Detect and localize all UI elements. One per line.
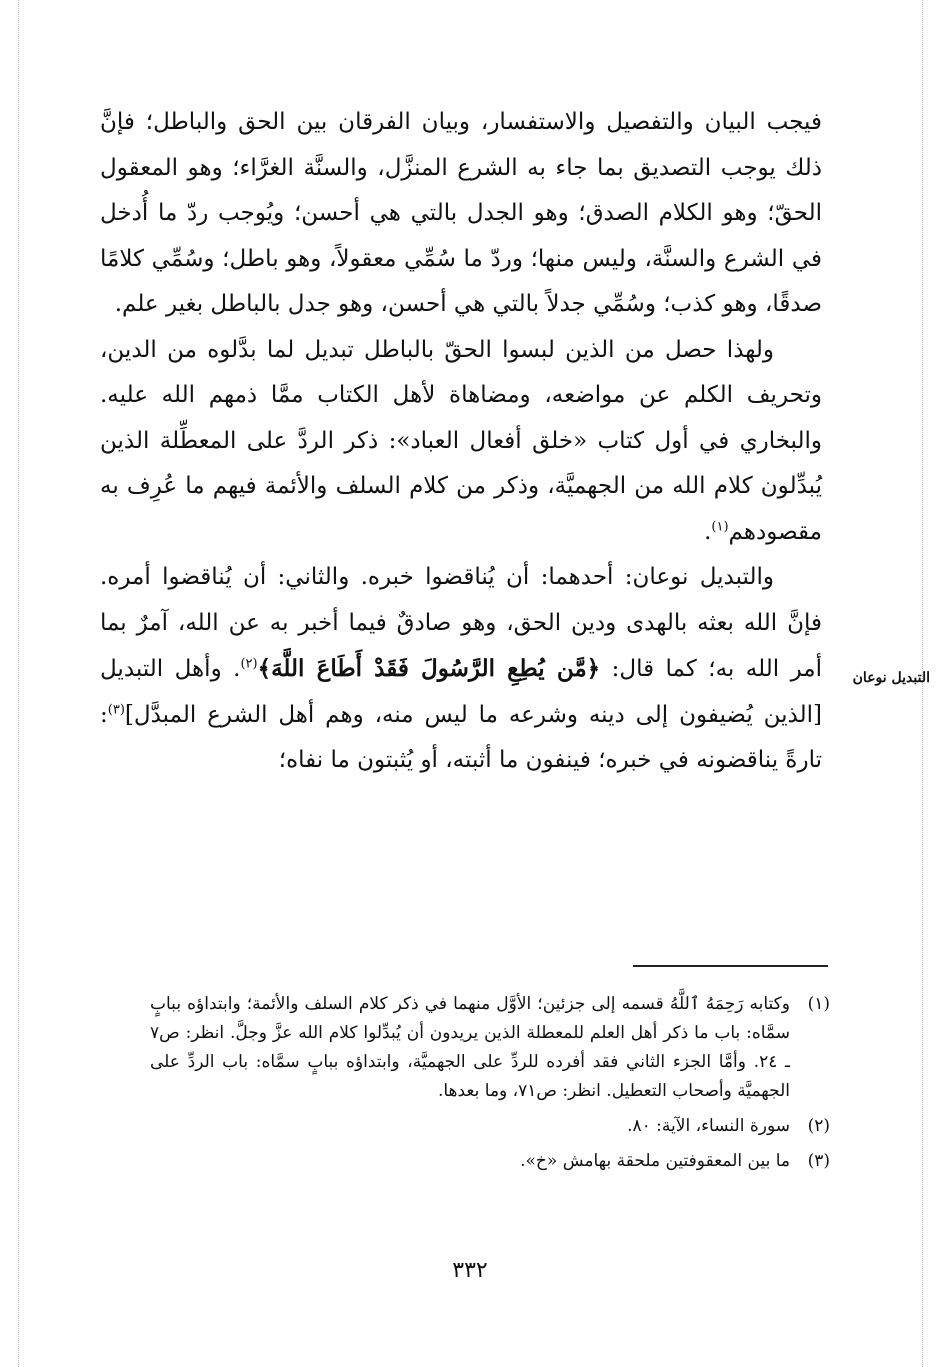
paragraph-3-text-b: . وأهل التبديل [الذين يُضيفون إلى دينه وشرعه ما ليس منه، وهم أهل الشرع المبدَّل]	[100, 656, 822, 728]
margin-heading: التبديل نوعان	[852, 670, 930, 686]
footnote-1-number: (١)	[807, 994, 830, 1014]
footnote-3-text: ما بين المعقوفتين ملحقة بهامش «خ».	[520, 1151, 790, 1171]
footnote-1	[150, 990, 830, 1106]
page-number: ٣٣٢	[452, 1258, 488, 1283]
paragraph-2-text: ولهذا حصل من الذين لبسوا الحقّ بالباطل تبديل لما بدَّلوه من الدين، وتحريف الكلم عن مواضعه، ومضاهاة لأهل الكتاب ممَّا ذمهم الله عليه. والبخاري في أول كتاب «خلق أفعال العباد»: ذكر الردَّ على المعطِّلة الذين يُبدِّلون كلام الله من الجهميَّة، وذكر من كلام السلف والأئمة فيهم ما عُرِف به مقصودهم	[100, 336, 822, 545]
paragraph-2-end: .	[704, 518, 712, 545]
quran-verse: ﴿مَّن يُطِعِ الرَّسُولَ فَقَدْ أَطَاعَ اللَّهَ﴾	[257, 655, 601, 682]
paragraph-3-text-c: : تارةً يناقضونه في خبره؛ فينفون ما أثبته، أو يُثبتون ما نفاه؛	[100, 701, 822, 773]
paragraph-2	[100, 328, 822, 556]
footnote-separator	[633, 965, 828, 967]
main-text	[100, 100, 822, 784]
footnote-2-text: سورة النساء، الآية: ٨٠.	[627, 1116, 790, 1136]
left-margin-guide	[18, 0, 19, 1367]
footnote-2	[150, 1112, 830, 1141]
footnote-3	[150, 1147, 830, 1176]
footnote-ref-2[interactable]: (٢)	[240, 656, 258, 672]
footnote-2-number: (٢)	[807, 1116, 830, 1136]
paragraph-1: فيجب البيان والتفصيل والاستفسار، وبيان الفرقان بين الحق والباطل؛ فإنَّ ذلك يوجب التصديق بما جاء به الشرع المنزَّل، والسنَّة الغرَّاء؛ وهو المعقول الحقّ؛ وهو الكلام الصدق؛ وهو الجدل بالتي هي أحسن؛ ويُوجب ردّ ما أُدخل في الشرع والسنَّة، وليس منها؛ وردّ ما سُمِّي معقولاً، وهو باطل؛ وسُمِّي كلامًا صدقًا، وهو كذب؛ وسُمِّي جدلاً بالتي هي أحسن، وهو جدل بالباطل بغير علم.	[100, 109, 822, 317]
footnotes	[150, 990, 830, 1182]
paragraph-3	[100, 555, 822, 784]
footnote-1-text: وكتابه رَحِمَهُ ٱللَّهُ قسمه إلى جزئين؛ الأوَّل منهما في ذكر كلام السلف والأئمة؛ وابتداؤه ببابٍ سمَّاه: باب ما ذكر أهل العلم للمعطلة الذين يريدون أن يُبدِّلوا كلام الله عزَّ وجلَّ. انظر: ص٧ ـ ٢٤. وأمَّا الجزء الثاني فقد أفرده للردِّ على الجهميَّة، وابتداؤه ببابٍ سمَّاه: باب الردِّ على الجهميَّة وأصحاب التعطيل. انظر: ص٧١، وما بعدها.	[150, 994, 790, 1101]
footnote-ref-1[interactable]: (١)	[711, 518, 729, 534]
footnote-3-number: (٣)	[807, 1151, 830, 1171]
paragraph-3-text-a: والتبديل نوعان: أحدهما: أن يُناقضوا خبره. والثاني: أن يُناقضوا أمره. فإنَّ الله بعثه بالهدى ودين الحق، وهو صادقٌ فيما أخبر به عن الله، آمرٌ بما أمر الله به؛ كما قال:	[100, 564, 822, 682]
footnote-ref-3[interactable]: (٣)	[107, 701, 125, 717]
